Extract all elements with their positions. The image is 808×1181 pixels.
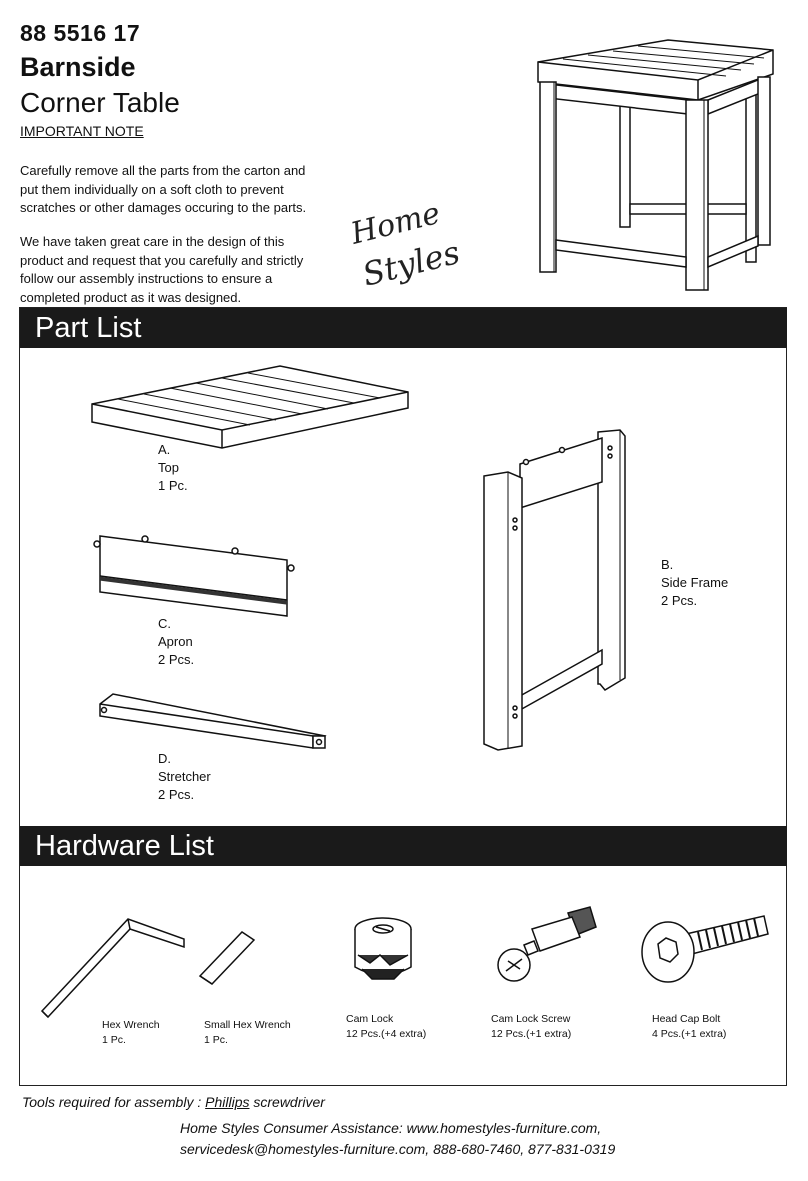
contact-line-2: servicedesk@homestyles-furniture.com, 888-680-7460, 877-831-0319: [180, 1141, 616, 1157]
contact-line-1: Home Styles Consumer Assistance: www.homestyles-furniture.com,: [180, 1120, 602, 1136]
part-c-letter: C.: [158, 616, 171, 631]
tools-prefix: Tools required for assembly :: [22, 1094, 206, 1110]
cam-lock-name: Cam Lock: [346, 1013, 394, 1025]
part-b-name: Side Frame: [661, 575, 729, 590]
part-a-qty: 1 Pc.: [158, 478, 188, 493]
head-cap-bolt-icon: [640, 910, 770, 992]
hex-wrench-label: [102, 1018, 160, 1048]
series-name: Barnside: [20, 52, 136, 82]
tools-suffix: screwdriver: [249, 1094, 325, 1110]
part-a-name: Top: [158, 460, 179, 475]
head-cap-bolt-label: [652, 1012, 726, 1042]
part-d-qty: 2 Pcs.: [158, 787, 195, 802]
cam-lock-screw-qty: 12 Pcs.(+1 extra): [491, 1028, 572, 1040]
part-c-qty: 2 Pcs.: [158, 652, 195, 667]
product-name: Corner Table: [20, 87, 180, 118]
head-cap-bolt-qty: 4 Pcs.(+1 extra): [652, 1028, 727, 1040]
logo-line-2: Styles: [358, 233, 464, 294]
part-c-label: [158, 615, 194, 669]
part-d-label: [158, 750, 211, 804]
small-hex-wrench-label: [204, 1018, 291, 1048]
cam-lock-icon: [350, 915, 416, 987]
cam-lock-label: [346, 1012, 426, 1042]
important-note-title: IMPORTANT NOTE: [20, 123, 144, 139]
note-paragraph-2: We have taken great care in the design of this product and request that you carefully and strictly follow our assembly instructions to ensure a completed product as it was designed.: [20, 234, 304, 305]
hex-wrench-icon: [38, 915, 186, 1020]
part-apron-illustration: [95, 530, 300, 620]
cam-lock-screw-label: [491, 1012, 571, 1042]
small-hex-wrench-name: Small Hex Wrench: [204, 1019, 291, 1031]
cam-lock-screw-name: Cam Lock Screw: [491, 1013, 571, 1025]
model-number: 88 5516 17: [20, 20, 141, 46]
part-top-illustration: [90, 362, 410, 450]
hex-wrench-qty: 1 Pc.: [102, 1034, 126, 1046]
part-a-label: [158, 441, 188, 495]
part-d-letter: D.: [158, 751, 171, 766]
part-side-frame-illustration: [480, 428, 630, 750]
head-cap-bolt-name: Head Cap Bolt: [652, 1013, 721, 1025]
part-stretcher-illustration: [95, 690, 330, 760]
home-styles-logo: [347, 195, 464, 298]
hex-wrench-name: Hex Wrench: [102, 1019, 160, 1031]
assembled-table-illustration: [528, 22, 780, 290]
cam-lock-qty: 12 Pcs.(+4 extra): [346, 1028, 427, 1040]
note-paragraph-1: Carefully remove all the parts from the carton and put them individually on a soft cloth to prevent scratches or other damages occuring to the parts.: [20, 163, 307, 215]
logo-line-1: Home: [347, 195, 444, 252]
part-b-label: [661, 556, 728, 610]
part-b-letter: B.: [661, 557, 674, 572]
part-d-name: Stretcher: [158, 769, 211, 784]
part-b-qty: 2 Pcs.: [661, 593, 698, 608]
small-hex-wrench-icon: [198, 928, 258, 988]
tools-tool: Phillips: [205, 1094, 250, 1110]
small-hex-wrench-qty: 1 Pc.: [204, 1034, 228, 1046]
cam-lock-screw-icon: [494, 905, 599, 985]
tools-required: [22, 1094, 325, 1110]
part-list-heading: Part List: [20, 308, 787, 348]
part-a-letter: A.: [158, 442, 171, 457]
hardware-list-heading: Hardware List: [20, 826, 787, 866]
part-c-name: Apron: [158, 634, 193, 649]
